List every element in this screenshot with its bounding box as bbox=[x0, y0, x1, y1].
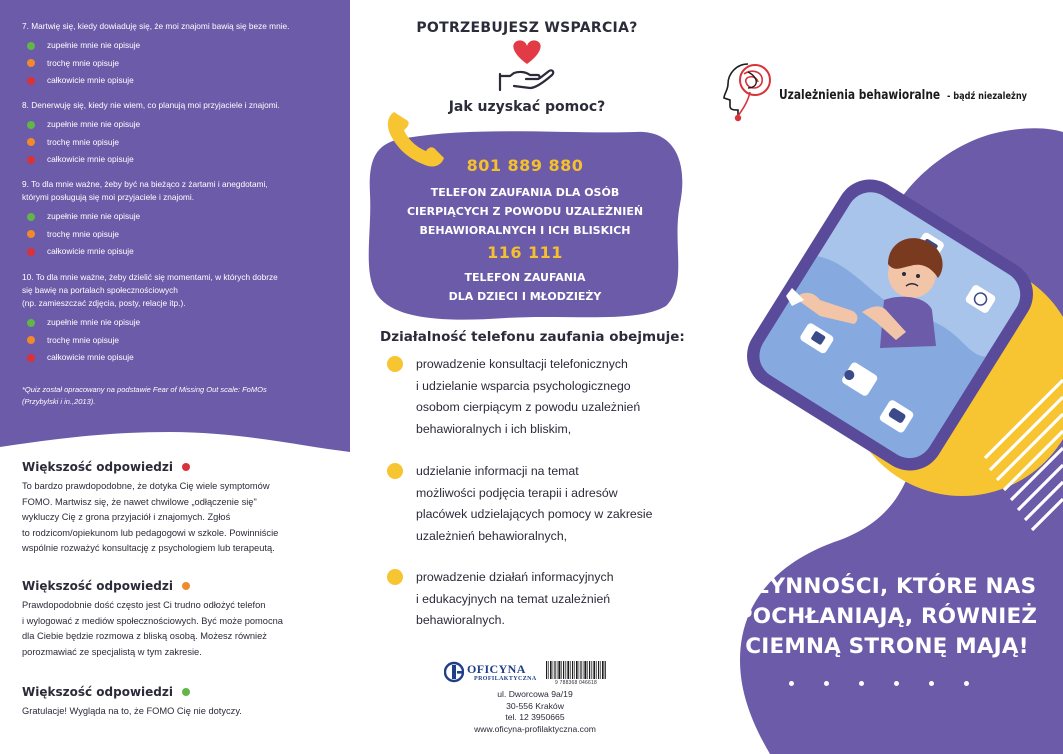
option-label: trochę mnie opisuje bbox=[47, 136, 119, 147]
activity-line: prowadzenie działań informacyjnych bbox=[416, 570, 614, 584]
result-mostly-red bbox=[22, 460, 340, 557]
address-website-link[interactable]: www.oficyna-profilaktyczna.com bbox=[474, 723, 596, 734]
support-title: POTRZEBUJESZ WSPARCIA? bbox=[416, 20, 638, 36]
activity-line: i edukacyjnych na temat uzależnień bbox=[416, 591, 611, 606]
activity-item bbox=[387, 354, 687, 440]
yellow-bullet-icon bbox=[387, 463, 403, 479]
activity-line: behawioralnych i ich bliskim, bbox=[416, 421, 572, 436]
result-line: porozmawiać ze specjalistą w tym zakresie. bbox=[22, 646, 202, 657]
activity-line: osobom cierpiącym z powodu uzależnień bbox=[416, 400, 641, 414]
result-heading-text: Większość odpowiedzi bbox=[22, 685, 173, 699]
dot-icon bbox=[859, 681, 864, 686]
helpline-desc-line: BEHAWIORALNYCH I ICH BLISKICH bbox=[419, 224, 631, 237]
result-heading bbox=[22, 460, 340, 474]
result-line: FOMO. Martwisz się, że nawet chwilowe „odłączenie się" bbox=[22, 496, 257, 507]
activity-text bbox=[416, 461, 652, 547]
dot-icon bbox=[824, 681, 829, 686]
result-text bbox=[22, 479, 340, 557]
campaign-brand-tagline: - bądź niezależny bbox=[947, 91, 1028, 102]
orange-dot-icon bbox=[27, 138, 35, 146]
result-line: To bardzo prawdopodobne, że dotyka Cię wiele symptomów bbox=[22, 481, 270, 491]
campaign-brand-title: Uzależnienia behawioralne bbox=[779, 88, 941, 103]
option-not-me[interactable] bbox=[22, 116, 342, 134]
orange-dot-icon bbox=[182, 582, 190, 590]
yellow-bullet-icon bbox=[387, 356, 403, 372]
activity-text bbox=[416, 567, 614, 632]
head-profile-logo-icon bbox=[722, 58, 778, 124]
question-text: 7. Martwię się, kiedy dowiaduję się, że moi znajomi bawią się beze mnie. bbox=[22, 21, 290, 31]
option-not-me[interactable] bbox=[22, 314, 342, 332]
publisher-name: OFICYNA bbox=[467, 662, 526, 676]
result-heading bbox=[22, 685, 340, 699]
option-label: trochę mnie opisuje bbox=[47, 334, 119, 345]
activity-item bbox=[387, 567, 687, 632]
result-line: wspólnie rozważyć konsultację z psychologiem lub terapeutą. bbox=[22, 543, 275, 553]
red-dot-icon bbox=[27, 248, 35, 256]
green-dot-icon bbox=[27, 42, 35, 50]
option-totally-me[interactable] bbox=[22, 151, 342, 169]
helpline-desc-line: TELEFON ZAUFANIA DLA OSÓB bbox=[430, 186, 620, 199]
activity-item bbox=[387, 461, 687, 547]
red-dot-icon bbox=[27, 156, 35, 164]
helpline-description-youth bbox=[380, 268, 670, 306]
option-somewhat-me[interactable] bbox=[22, 332, 342, 350]
dot-icon bbox=[929, 681, 934, 686]
source-note-line: *Quiz został opracowany na podstawie Fear of Missing Out scale: FoMOs bbox=[22, 385, 267, 394]
result-mostly-orange bbox=[22, 579, 340, 660]
green-dot-icon bbox=[27, 213, 35, 221]
quiz-question-8 bbox=[22, 99, 342, 169]
support-subtitle: Jak uzyskać pomoc? bbox=[448, 99, 606, 115]
publisher-subtitle: PROFILAKTYCZNA bbox=[474, 676, 537, 682]
question-text: 10. To dla mnie ważne, żeby dzielić się momentami, w których dobrze bbox=[22, 272, 278, 282]
activity-line: placówek udzielających pomocy w zakresie bbox=[416, 507, 653, 521]
address-phone[interactable]: tel. 12 3950665 bbox=[505, 712, 565, 722]
activity-line: udzielanie informacji na temat bbox=[416, 464, 579, 478]
cover-headline bbox=[722, 572, 1052, 662]
helpline-number-adults[interactable]: 801 889 880 bbox=[466, 156, 584, 175]
question-text: (np. zamieszczać zdjęcia, posty, relacje itp.). bbox=[22, 298, 186, 308]
campaign-brand bbox=[779, 88, 1045, 103]
option-somewhat-me[interactable] bbox=[22, 226, 342, 244]
green-dot-icon bbox=[27, 319, 35, 327]
activity-text bbox=[416, 354, 640, 440]
quiz-question-7 bbox=[22, 20, 342, 90]
question-text: 8. Denerwuję się, kiedy nie wiem, co planują moi przyjaciele i znajomi. bbox=[22, 100, 280, 110]
heart-hand-icon bbox=[496, 38, 558, 96]
activity-line: i udzielanie wsparcia psychologicznego bbox=[416, 378, 631, 393]
option-not-me[interactable] bbox=[22, 37, 342, 55]
result-line: i wylogować z mediów społecznościowych. Być może pomocna bbox=[22, 615, 283, 626]
option-label: trochę mnie opisuje bbox=[47, 228, 119, 239]
quiz-panel bbox=[0, 0, 350, 455]
result-heading-text: Większość odpowiedzi bbox=[22, 460, 173, 474]
result-heading bbox=[22, 579, 340, 593]
red-dot-icon bbox=[27, 77, 35, 85]
option-totally-me[interactable] bbox=[22, 349, 342, 367]
question-text: 9. To dla mnie ważne, żeby być na bieżąco z żartami i anegdotami, bbox=[22, 179, 268, 189]
option-label: zupełnie mnie nie opisuje bbox=[47, 40, 141, 51]
question-text: którymi posługują się moi przyjaciele i znajomi. bbox=[22, 192, 194, 202]
result-heading-text: Większość odpowiedzi bbox=[22, 579, 173, 593]
result-text bbox=[22, 598, 340, 660]
orange-dot-icon bbox=[27, 230, 35, 238]
green-dot-icon bbox=[182, 688, 190, 696]
barcode-number: 9 788368 046618 bbox=[555, 680, 597, 686]
helpline-desc-line: TELEFON ZAUFANIA bbox=[464, 271, 586, 284]
helpline-description-adults bbox=[380, 183, 670, 240]
activity-line: uzależnień behawioralnych, bbox=[416, 528, 568, 543]
quiz-question-10 bbox=[22, 271, 342, 367]
source-note-line: (Przybylski i in.,2013). bbox=[22, 397, 96, 406]
result-line: Gratulacje! Wygląda na to, że FOMO Cię nie dotyczy. bbox=[22, 706, 242, 716]
activity-line: prowadzenie konsultacji telefonicznych bbox=[416, 357, 628, 371]
helpline-desc-line: CIERPIĄCYCH Z POWODU UZALEŻNIEŃ bbox=[406, 205, 644, 218]
result-line: dla Ciebie będzie rozmowa z bliską osobą. Możesz również bbox=[22, 631, 267, 641]
option-label: trochę mnie opisuje bbox=[47, 57, 119, 68]
activities-title: Działalność telefonu zaufania obejmuje: bbox=[380, 329, 685, 345]
option-label: całkowicie mnie opisuje bbox=[47, 352, 134, 363]
helpline-desc-line: DLA DZIECI I MŁODZIEŻY bbox=[448, 290, 602, 303]
orange-dot-icon bbox=[27, 336, 35, 344]
dot-icon bbox=[894, 681, 899, 686]
drowning-in-phone-illustration bbox=[700, 150, 1063, 550]
red-dot-icon bbox=[27, 354, 35, 362]
option-somewhat-me[interactable] bbox=[22, 134, 342, 152]
address-street: ul. Dworcowa 9a/19 bbox=[497, 689, 573, 699]
option-totally-me[interactable] bbox=[22, 243, 342, 261]
option-label: zupełnie mnie nie opisuje bbox=[47, 317, 141, 328]
dot-icon bbox=[789, 681, 794, 686]
yellow-bullet-icon bbox=[387, 569, 403, 585]
option-label: całkowicie mnie opisuje bbox=[47, 154, 134, 165]
option-totally-me[interactable] bbox=[22, 72, 342, 90]
headline-line: CZYNNOŚCI, KTÓRE NAS bbox=[737, 574, 1037, 599]
option-label: zupełnie mnie nie opisuje bbox=[47, 211, 141, 222]
question-text: się bawię na portalach społecznościowych bbox=[22, 285, 178, 295]
quiz-source-note bbox=[22, 384, 332, 408]
option-somewhat-me[interactable] bbox=[22, 55, 342, 73]
quiz-question-9 bbox=[22, 178, 342, 261]
option-label: całkowicie mnie opisuje bbox=[47, 246, 134, 257]
result-line: wykluczy Cię z grona przyjaciół i znajomych. Zgłoś bbox=[22, 512, 231, 522]
decorative-dots bbox=[789, 681, 999, 686]
headline-line: CIEMNĄ STRONĘ MAJĄ! bbox=[745, 634, 1029, 659]
option-label: całkowicie mnie opisuje bbox=[47, 75, 134, 86]
result-mostly-green bbox=[22, 685, 340, 720]
result-line: Prawdopodobnie dość często jest Ci trudno odłożyć telefon bbox=[22, 600, 266, 610]
orange-dot-icon bbox=[27, 59, 35, 67]
headline-line: POCHŁANIAJĄ, RÓWNIEŻ bbox=[736, 604, 1038, 629]
barcode bbox=[546, 661, 606, 679]
red-dot-icon bbox=[182, 463, 190, 471]
publisher-logo-icon bbox=[444, 661, 464, 683]
green-dot-icon bbox=[27, 121, 35, 129]
option-not-me[interactable] bbox=[22, 208, 342, 226]
activity-line: możliwości podjęcia terapii i adresów bbox=[416, 485, 618, 500]
dot-icon bbox=[964, 681, 969, 686]
helpline-number-youth[interactable]: 116 111 bbox=[487, 243, 563, 262]
activity-line: behawioralnych. bbox=[416, 613, 505, 627]
option-label: zupełnie mnie nie opisuje bbox=[47, 119, 141, 130]
result-line: to rodzicom/opiekunom lub pedagogowi w szkole. Powinniście bbox=[22, 527, 279, 538]
result-text bbox=[22, 704, 340, 720]
address-city: 30-556 Kraków bbox=[506, 700, 564, 711]
